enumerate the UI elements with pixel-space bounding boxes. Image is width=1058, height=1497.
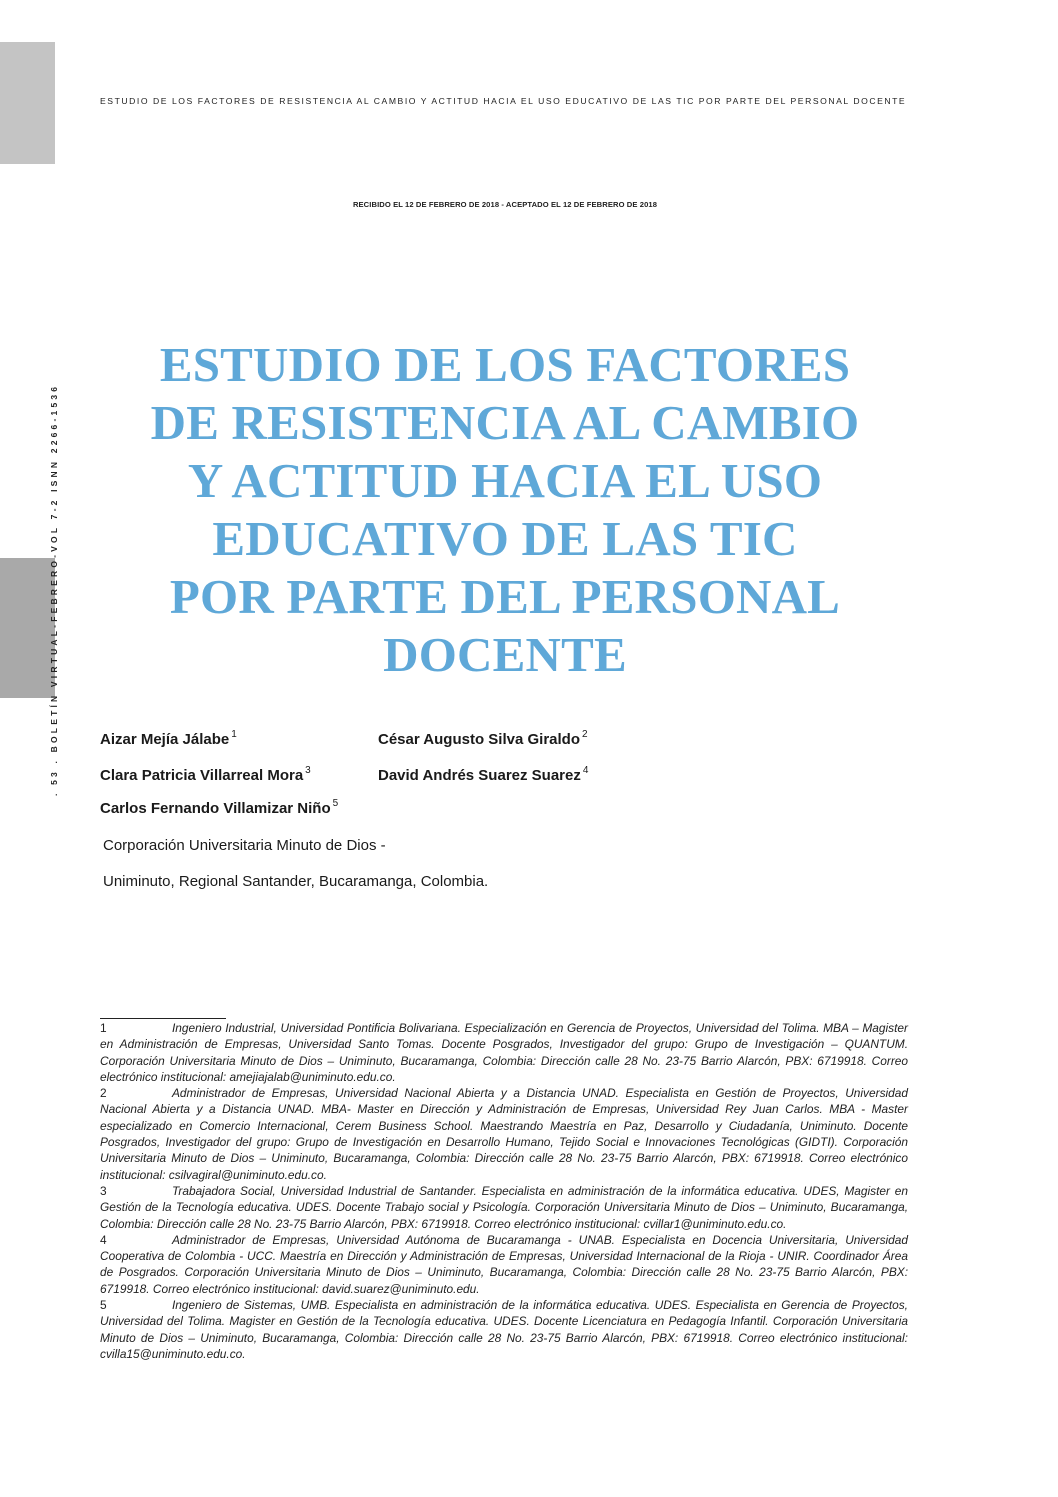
author-2	[378, 729, 588, 748]
running-head: ESTUDIO DE LOS FACTORES DE RESISTENCIA AL CAMBIO Y ACTITUD HACIA EL USO EDUCATIVO DE LAS TIC POR PARTE DEL PERSONAL DOCENTE	[100, 96, 907, 106]
footnote-number: 2	[100, 1086, 107, 1101]
author-3	[100, 765, 311, 784]
received-accepted-dates: RECIBIDO EL 12 DE FEBRERO DE 2018 - ACEPTADO EL 12 DE FEBRERO DE 2018	[352, 200, 658, 209]
author-1	[100, 729, 237, 748]
title-line: EDUCATIVO DE LAS TIC	[212, 511, 798, 566]
title-line: ESTUDIO DE LOS FACTORES	[159, 337, 851, 392]
footnote-4	[100, 1232, 908, 1297]
author-footnote-mark: 3	[305, 765, 311, 776]
author-footnote-mark: 5	[332, 798, 339, 809]
author-name: David Andrés Suarez Suarez	[378, 767, 581, 784]
footnote-1	[100, 1020, 908, 1085]
affiliation-line: Uniminuto, Regional Santander, Bucaramanga, Colombia.	[103, 873, 489, 890]
author-name: César Augusto Silva Giraldo	[378, 731, 580, 748]
title-line: POR PARTE DEL PERSONAL	[169, 569, 841, 624]
footnote-separator	[100, 1018, 226, 1019]
footnote-number: 1	[100, 1021, 107, 1035]
footnote-number: 5	[100, 1298, 107, 1313]
footnote-2	[100, 1085, 908, 1183]
footnote-text: Ingeniero Industrial, Universidad Pontificia Bolivariana. Especialización en Gerencia de Proyectos, Universidad del Tolima. MBA – Magister en Administración de Empresas, Universidad Santo Tomas. Docente Posgrados, Investigador del grupo: Grupo de Investigación – QUANTUM. Corporación Universitaria Minuto de Dios – Uniminuto, Bucaramanga, Colombia: Dirección calle 28 No. 23-75 Barrio Alarcón, PBX: 6719918. Correo electrónico institucional: amejiajalab@uniminuto.edu.co.	[100, 1021, 908, 1084]
footnote-number: 3	[100, 1183, 107, 1198]
footnote-text: Administrador de Empresas, Universidad Nacional Abierta y a Distancia UNAD. Especialista en Gestión de Proyectos, Universidad Nacional Abierta y a Distancia UNAD. MBA- Master en Dirección y Administración de Empresas, Universidad Rey Juan Carlos. MBA - Master especializado en Comercio Internacional, Cerem Business School. Maestrando Maestría en Paz, Desarrollo y Ciudadanía, Uniminuto. Docente Posgrados, Investigador del grupo: Grupo de Investigación en Desarrollo Humano, Tejido Social e Innovaciones Tecnológicas (GIDTI). Corporación Universitaria Minuto de Dios – Uniminuto, Bucaramanga, Colombia: Dirección calle 28 No. 23-75 Barrio Alarcón, PBX: 6719918. Correo electrónico institucional: csilvagiral@uniminuto.edu.co.	[100, 1086, 908, 1182]
author-footnote-mark: 4	[582, 765, 589, 776]
footnote-text: Administrador de Empresas, Universidad Autónoma de Bucaramanga - UNAB. Especialista en Docencia Universitaria, Universidad Cooperativa de Colombia - UCC. Maestría en Dirección y Administración de Empresas, Universidad Internacional de la Rioja - UNIR. Coordinador Área de Posgrados. Corporación Universitaria Minuto de Dios – Uniminuto, Bucaramanga, Colombia: Dirección calle 28 No. 23-75 Barrio Alarcón, PBX: 6719918. Correo electrónico institucional: david.suarez@uniminuto.edu.	[100, 1232, 908, 1296]
author-name: Clara Patricia Villarreal Mora	[100, 767, 304, 784]
author-5	[100, 798, 338, 817]
title-line: DE RESISTENCIA AL CAMBIO	[150, 395, 860, 450]
author-name: Aizar Mejía Jálabe	[100, 731, 230, 748]
footnotes	[100, 1020, 908, 1362]
author-footnote-mark: 1	[231, 729, 237, 740]
footnote-5	[100, 1297, 908, 1362]
author-footnote-mark: 2	[582, 729, 588, 740]
footnote-text: Ingeniero de Sistemas, UMB. Especialista en administración de la informática educativa. UDES. Especialista en Gerencia de Proyectos, Universidad del Tolima. Magister en Gestión de la Tecnología educativa. UDES. Docente Licenciatura en Pedagogía Infantil. Corporación Universitaria Minuto de Dios – Uniminuto, Bucaramanga, Colombia: Dirección calle 28 No. 23-75 Barrio Alarcón, PBX: 6719918. Correo electrónico institucional: cvilla15@uniminuto.edu.co.	[100, 1298, 908, 1361]
article-title	[100, 336, 910, 684]
spine-journal-info: . 53 . BOLETÍN VIRTUAL-FEBRERO-VOL 7-2 ISNN 2266-1536	[49, 383, 59, 796]
author-4	[378, 765, 588, 784]
title-line: DOCENTE	[383, 627, 627, 682]
affiliation-line: Corporación Universitaria Minuto de Dios -	[103, 837, 386, 854]
footnote-number: 4	[100, 1232, 107, 1247]
footnote-text: Trabajadora Social, Universidad Industrial de Santander. Especialista en administración de la informática educativa. UDES, Magister en Gestión de la Tecnología educativa. UDES. Docente Trabajo social y Psicología. Corporación Universitaria Minuto de Dios – Uniminuto, Bucaramanga, Colombia: Dirección calle 28 No. 23-75 Barrio Alarcón, PBX: 6719918. Correo electrónico institucional: cvillar1@uniminuto.edu.co.	[100, 1183, 908, 1231]
author-name: Carlos Fernando Villamizar Niño	[100, 800, 331, 817]
page-edge-tab-middle	[0, 558, 55, 698]
page-edge-tab-top	[0, 42, 55, 164]
footnote-3	[100, 1183, 908, 1232]
title-line: Y ACTITUD HACIA EL USO	[187, 453, 823, 508]
